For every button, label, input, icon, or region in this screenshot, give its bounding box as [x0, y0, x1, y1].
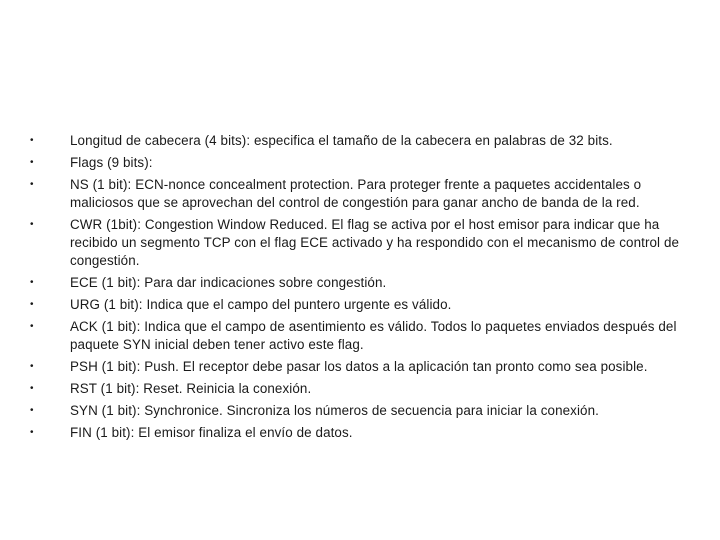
- bullet-icon: •: [30, 299, 34, 310]
- bullet-text: Flags (9 bits):: [70, 155, 153, 170]
- bullet-item-psh: [30, 358, 690, 376]
- bullet-item-ece: [30, 274, 690, 292]
- bullet-icon: •: [30, 219, 34, 230]
- bullet-text: RST (1 bit): Reset. Reinicia la conexión.: [70, 381, 312, 396]
- bullet-list: [30, 132, 690, 446]
- bullet-icon: •: [30, 157, 34, 168]
- bullet-item-cwr: [30, 216, 690, 270]
- bullet-icon: •: [30, 277, 34, 288]
- bullet-icon: •: [30, 135, 34, 146]
- bullet-text: FIN (1 bit): El emisor finaliza el envío de datos.: [70, 425, 353, 440]
- bullet-item-syn: [30, 402, 690, 420]
- bullet-item-urg: [30, 296, 690, 314]
- bullet-item-header-length: [30, 132, 690, 150]
- bullet-text: SYN (1 bit): Synchronice. Sincroniza los números de secuencia para iniciar la conexión.: [70, 403, 599, 418]
- bullet-item-ack: [30, 318, 690, 354]
- bullet-text: Longitud de cabecera (4 bits): especifica el tamaño de la cabecera en palabras de 32 bits.: [70, 133, 613, 148]
- bullet-item-fin: [30, 424, 690, 442]
- bullet-item-ns: [30, 176, 690, 212]
- bullet-item-flags: [30, 154, 690, 172]
- bullet-text: NS (1 bit): ECN-nonce concealment protection. Para proteger frente a paquetes accidentales o maliciosos que se aprovechan del control de congestión para ganar ancho de banda de la red.: [70, 177, 642, 210]
- bullet-text: ECE (1 bit): Para dar indicaciones sobre congestión.: [70, 275, 387, 290]
- bullet-text: URG (1 bit): Indica que el campo del puntero urgente es válido.: [70, 297, 452, 312]
- bullet-text: CWR (1bit): Congestion Window Reduced. El flag se activa por el host emisor para indicar que ha recibido un segmento TCP con el flag ECE activado y ha respondido con el mecanismo de control de congestión.: [70, 217, 680, 268]
- bullet-icon: •: [30, 427, 34, 438]
- bullet-icon: •: [30, 321, 34, 332]
- bullet-icon: •: [30, 361, 34, 372]
- bullet-item-rst: [30, 380, 690, 398]
- bullet-icon: •: [30, 179, 34, 190]
- bullet-icon: •: [30, 405, 34, 416]
- bullet-icon: •: [30, 383, 34, 394]
- bullet-text: ACK (1 bit): Indica que el campo de asentimiento es válido. Todos lo paquetes enviados después del paquete SYN inicial deben tener activo este flag.: [70, 319, 677, 352]
- bullet-text: PSH (1 bit): Push. El receptor debe pasar los datos a la aplicación tan pronto como sea posible.: [70, 359, 648, 374]
